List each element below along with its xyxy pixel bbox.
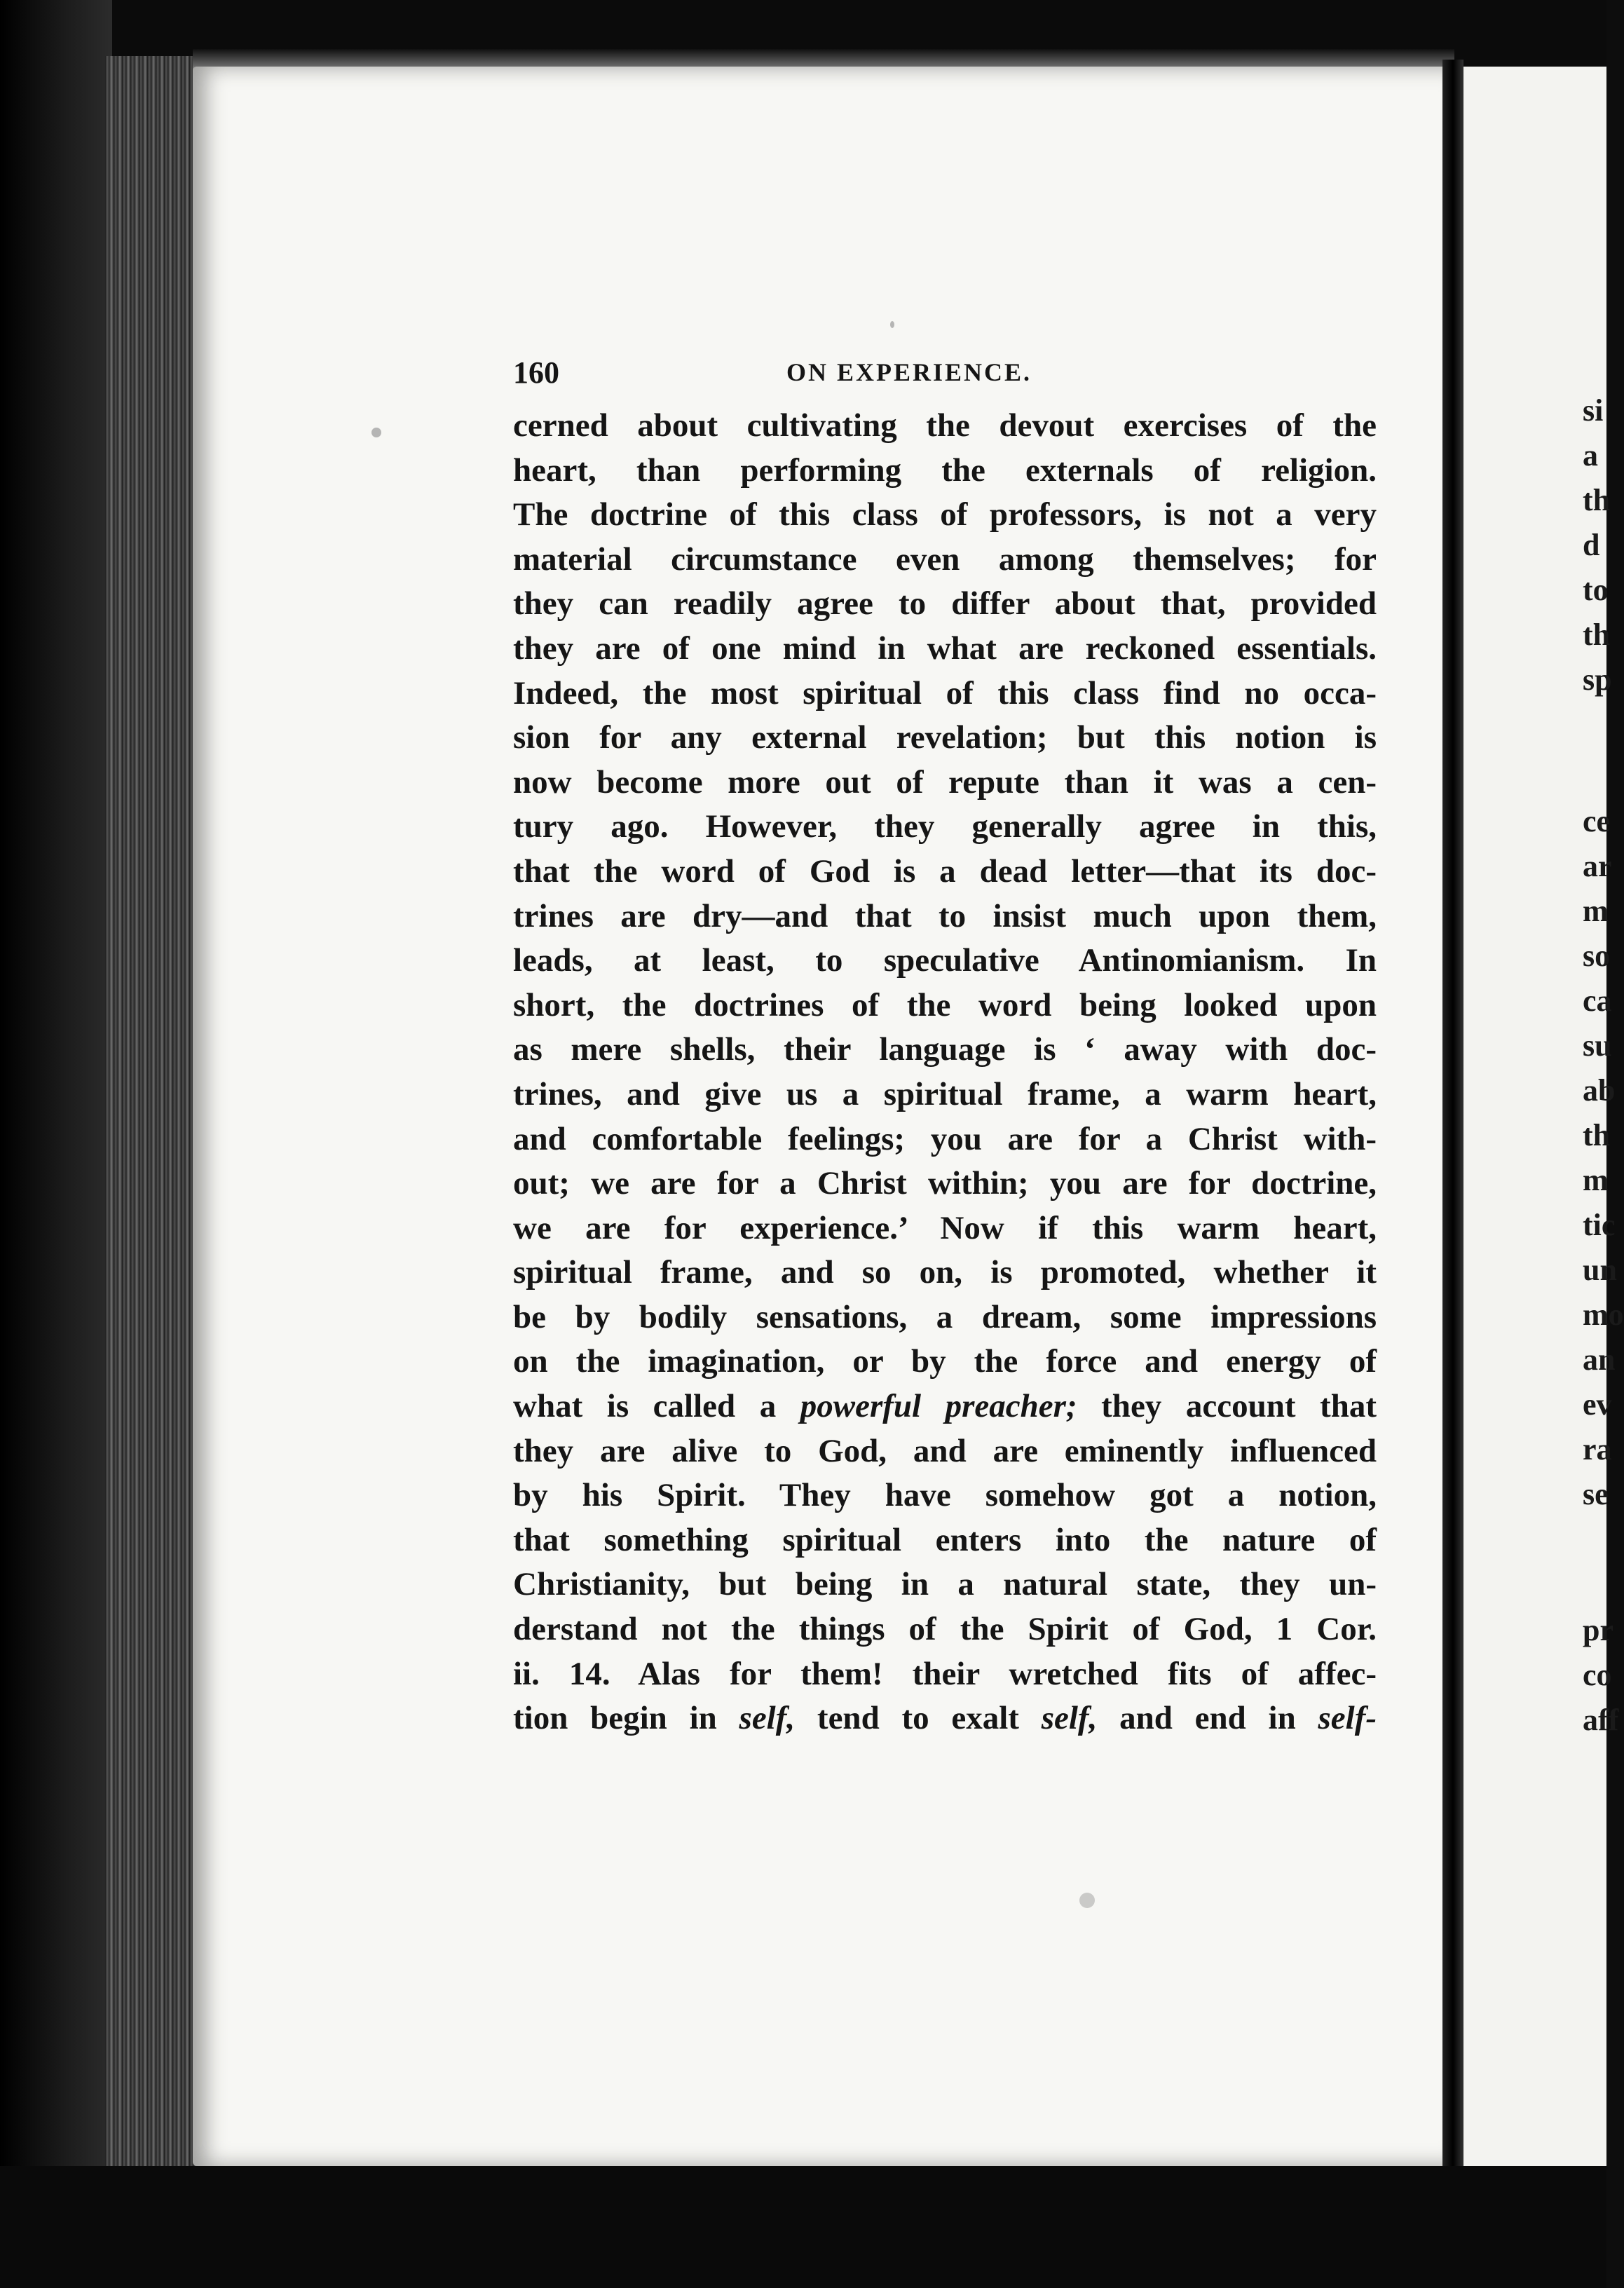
text-run: they account that bbox=[1077, 1388, 1377, 1425]
text-fragment: pr bbox=[1583, 1613, 1613, 1647]
italic-word: self- bbox=[1318, 1700, 1377, 1737]
text-fragment: aff bbox=[1583, 1703, 1619, 1737]
text-line: they can readily agree to differ about that, provided bbox=[513, 585, 1377, 622]
text-fragment: an bbox=[1583, 1342, 1616, 1377]
text-line: tury ago. However, they generally agree in this, bbox=[513, 808, 1377, 845]
text-fragment: su bbox=[1583, 1028, 1612, 1063]
text-line: derstand not the things of the Spirit of God, 1 Cor. bbox=[513, 1611, 1377, 1648]
text-fragment: mo bbox=[1583, 1298, 1624, 1332]
text-fragment: to bbox=[1583, 573, 1609, 607]
text-line: ii. 14. Alas for them! their wretched fits of affec- bbox=[513, 1655, 1377, 1692]
text-line: spiritual frame, and so on, is promoted, whether it bbox=[513, 1254, 1377, 1291]
italic-phrase: powerful preacher; bbox=[800, 1388, 1077, 1425]
text-line: leads, at least, to speculative Antinomianism. In bbox=[513, 942, 1377, 979]
text-line: trines are dry—and that to insist much upon them, bbox=[513, 897, 1377, 934]
text-line: they are of one mind in what are reckoned essentials. bbox=[513, 629, 1377, 667]
text-line: trines, and give us a spiritual frame, a warm heart, bbox=[513, 1075, 1377, 1112]
text-run: tion begin in bbox=[513, 1700, 739, 1737]
text-line: Indeed, the most spiritual of this class find no occa- bbox=[513, 674, 1377, 711]
text-line: heart, than performing the externals of religion. bbox=[513, 451, 1377, 489]
text-run: tend to exalt bbox=[795, 1700, 1042, 1737]
text-line: they are alive to God, and are eminently influenced bbox=[513, 1432, 1377, 1469]
text-line: by his Spirit. They have somehow got a notion, bbox=[513, 1477, 1377, 1514]
text-line: out; we are for a Christ within; you are for doctrine, bbox=[513, 1165, 1377, 1202]
text-fragment: co bbox=[1583, 1658, 1612, 1692]
text-line: short, the doctrines of the word being looked upon bbox=[513, 986, 1377, 1023]
text-fragment: se bbox=[1583, 1477, 1609, 1511]
body-text bbox=[513, 404, 1377, 1741]
scan-bottom-border bbox=[0, 2166, 1606, 2288]
text-fragment: un bbox=[1583, 1253, 1617, 1287]
text-line: that the word of God is a dead letter—that its doc- bbox=[513, 852, 1377, 890]
text-line: be by bodily sensations, a dream, some impressions bbox=[513, 1298, 1377, 1335]
text-fragment: ev bbox=[1583, 1387, 1612, 1422]
page-number: 160 bbox=[513, 355, 559, 390]
text-fragment: m bbox=[1583, 894, 1609, 928]
text-line: on the imagination, or by the force and energy of bbox=[513, 1343, 1377, 1380]
text-fragment: a bbox=[1583, 438, 1598, 472]
italic-word: self, bbox=[1041, 1700, 1098, 1737]
text-fragment: si bbox=[1583, 393, 1604, 428]
text-fragment: tic bbox=[1583, 1208, 1616, 1242]
text-line-mixed bbox=[513, 1384, 1377, 1429]
text-line: that something spiritual enters into the nature of bbox=[513, 1521, 1377, 1558]
page-gutter bbox=[1442, 60, 1463, 2170]
text-run: and end in bbox=[1097, 1700, 1318, 1737]
scan-speck bbox=[890, 321, 894, 328]
text-fragment: ra bbox=[1583, 1432, 1612, 1466]
text-line-mixed bbox=[513, 1696, 1377, 1741]
text-fragment: m bbox=[1583, 1163, 1609, 1197]
text-fragment: ab bbox=[1583, 1073, 1616, 1108]
text-fragment: th bbox=[1583, 483, 1611, 517]
text-fragment: ar bbox=[1583, 849, 1612, 883]
text-line: material circumstance even among themselves; for bbox=[513, 540, 1377, 578]
running-head bbox=[513, 355, 1377, 404]
text-line: now become more out of repute than it was a cen- bbox=[513, 763, 1377, 801]
text-fragment: th bbox=[1583, 618, 1611, 652]
text-fragment: ca bbox=[1583, 983, 1612, 1018]
text-fragment: d bbox=[1583, 528, 1600, 562]
text-run: what is called a bbox=[513, 1388, 800, 1425]
text-line: and comfortable feelings; you are for a Christ with- bbox=[513, 1120, 1377, 1157]
running-title: ON EXPERIENCE. bbox=[786, 358, 1032, 386]
text-line: Christianity, but being in a natural state, they un- bbox=[513, 1566, 1377, 1603]
page-text-block bbox=[513, 355, 1377, 1741]
text-fragment: ce bbox=[1583, 804, 1611, 838]
text-line: as mere shells, their language is ‘ away with doc- bbox=[513, 1031, 1377, 1068]
book-edge-shadow bbox=[0, 0, 112, 2288]
text-fragment: sp bbox=[1583, 662, 1612, 697]
book-fore-edge bbox=[105, 56, 196, 2194]
text-fragment: so bbox=[1583, 939, 1611, 973]
text-line: cerned about cultivating the devout exercises of the bbox=[513, 407, 1377, 444]
text-line: The doctrine of this class of professors, is not a very bbox=[513, 496, 1377, 533]
text-fragment: th bbox=[1583, 1118, 1611, 1152]
italic-word: self, bbox=[739, 1700, 796, 1737]
text-line: we are for experience.’ Now if this warm heart, bbox=[513, 1209, 1377, 1246]
scan-speck bbox=[1079, 1893, 1095, 1908]
text-line: sion for any external revelation; but this notion is bbox=[513, 719, 1377, 756]
scan-speck bbox=[371, 428, 381, 437]
